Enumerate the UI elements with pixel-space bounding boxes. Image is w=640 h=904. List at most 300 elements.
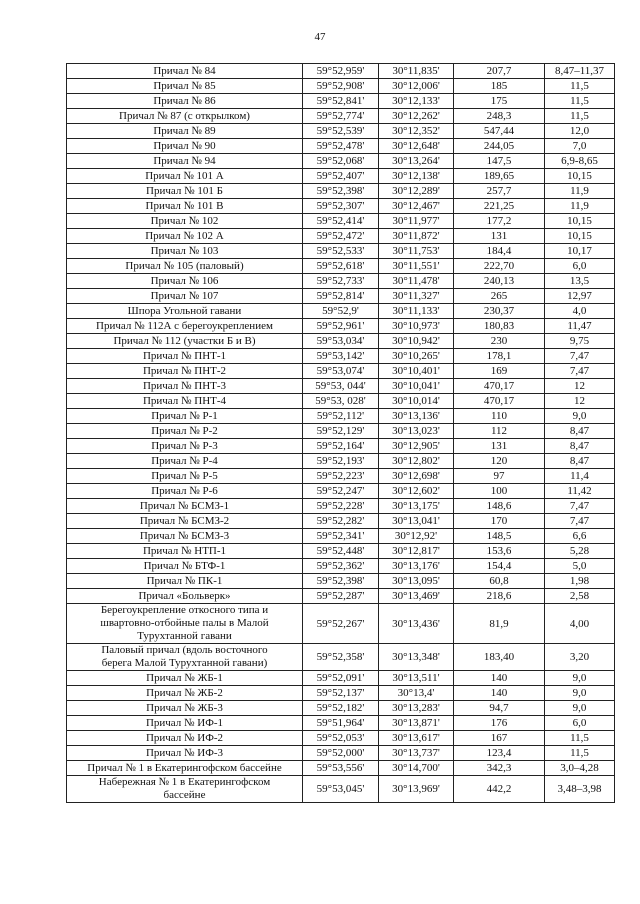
latitude-cell: 59°52,068' [303, 154, 379, 169]
length-cell: 97 [454, 469, 545, 484]
berths-table [66, 63, 615, 803]
table-row [67, 529, 615, 544]
latitude-cell: 59°52,448' [303, 544, 379, 559]
berth-name-line: Причал № ЖБ-3 [146, 701, 223, 714]
berth-name-line: Причал № БСМЗ-2 [139, 514, 230, 527]
latitude-cell: 59°52,137' [303, 686, 379, 701]
table-row [67, 184, 615, 199]
depth-cell: 9,0 [545, 701, 615, 716]
berth-name-cell [67, 334, 303, 349]
table-row [67, 746, 615, 761]
longitude-cell: 30°11,872' [379, 229, 454, 244]
depth-cell: 8,47–11,37 [545, 64, 615, 79]
depth-cell: 12,97 [545, 289, 615, 304]
latitude-cell: 59°52,282' [303, 514, 379, 529]
berth-name-line: Причал № 94 [153, 154, 216, 167]
berth-name-cell [67, 514, 303, 529]
berth-name-line: Причал № БСМЗ-3 [139, 529, 230, 542]
latitude-cell: 59°53,556' [303, 761, 379, 776]
latitude-cell: 59°53, 028' [303, 394, 379, 409]
latitude-cell: 59°52,129' [303, 424, 379, 439]
length-cell: 148,5 [454, 529, 545, 544]
berth-name-line: Причал № Р-1 [151, 409, 218, 422]
latitude-cell: 59°52,307' [303, 199, 379, 214]
latitude-cell: 59°52,362' [303, 559, 379, 574]
berth-name-line: Причал № 102 [150, 214, 219, 227]
length-cell: 175 [454, 94, 545, 109]
table-row [67, 244, 615, 259]
table-row [67, 214, 615, 229]
length-cell: 131 [454, 229, 545, 244]
length-cell: 112 [454, 424, 545, 439]
berth-name-cell [67, 169, 303, 184]
length-cell: 110 [454, 409, 545, 424]
latitude-cell: 59°52,961' [303, 319, 379, 334]
latitude-cell: 59°52,223' [303, 469, 379, 484]
berth-name-line: Причал № ПК-1 [146, 574, 223, 587]
depth-cell: 11,47 [545, 319, 615, 334]
latitude-cell: 59°52,267' [303, 604, 379, 644]
page-number: 47 [314, 31, 326, 43]
table-row [67, 701, 615, 716]
berth-name-line: Причал № ПНТ-1 [142, 349, 227, 362]
latitude-cell: 59°52,533' [303, 244, 379, 259]
berth-name-line: Причал № 89 [153, 124, 216, 137]
length-cell: 470,17 [454, 394, 545, 409]
berth-name-line: Турухтанной гавани [137, 630, 232, 642]
berth-name-cell [67, 559, 303, 574]
berth-name-cell [67, 349, 303, 364]
berth-name-line: Причал № ЖБ-1 [146, 671, 223, 684]
depth-cell: 12 [545, 379, 615, 394]
table-row [67, 319, 615, 334]
berth-name-line: Причал № Р-3 [151, 439, 218, 452]
berth-name-cell [67, 319, 303, 334]
berth-name-cell [67, 589, 303, 604]
latitude-cell: 59°52,193' [303, 454, 379, 469]
longitude-cell: 30°13,283' [379, 701, 454, 716]
longitude-cell: 30°10,265' [379, 349, 454, 364]
berth-name-line: Причал № Р-5 [151, 469, 218, 482]
length-cell: 207,7 [454, 64, 545, 79]
depth-cell: 5,28 [545, 544, 615, 559]
table-row [67, 79, 615, 94]
berth-name-line: Причал № 1 в Екатерингофском бассейне [87, 761, 282, 774]
depth-cell: 11,4 [545, 469, 615, 484]
table-row [67, 589, 615, 604]
longitude-cell: 30°13,176' [379, 559, 454, 574]
berth-name-cell [67, 529, 303, 544]
table-row [67, 469, 615, 484]
depth-cell: 9,0 [545, 671, 615, 686]
table-row [67, 334, 615, 349]
table-row [67, 124, 615, 139]
depth-cell: 11,5 [545, 94, 615, 109]
longitude-cell: 30°13,969' [379, 776, 454, 803]
longitude-cell: 30°13,737' [379, 746, 454, 761]
berth-name-line: Причал № 105 (паловый) [125, 259, 244, 272]
berth-name-cell [67, 671, 303, 686]
table-row [67, 761, 615, 776]
depth-cell: 8,47 [545, 454, 615, 469]
length-cell: 170 [454, 514, 545, 529]
latitude-cell: 59°52,407' [303, 169, 379, 184]
berth-name-cell [67, 154, 303, 169]
longitude-cell: 30°12,133' [379, 94, 454, 109]
berth-name-cell [67, 776, 303, 803]
table-row [67, 686, 615, 701]
longitude-cell: 30°11,977' [379, 214, 454, 229]
longitude-cell: 30°13,617' [379, 731, 454, 746]
berth-name-cell [67, 379, 303, 394]
table-row [67, 394, 615, 409]
longitude-cell: 30°12,802' [379, 454, 454, 469]
length-cell: 230,37 [454, 304, 545, 319]
berth-name-cell [67, 644, 303, 671]
table-row [67, 199, 615, 214]
longitude-cell: 30°12,698' [379, 469, 454, 484]
table-row [67, 259, 615, 274]
berth-name-cell [67, 716, 303, 731]
berth-name-cell [67, 244, 303, 259]
berth-name-line: Причал № БТФ-1 [143, 559, 226, 572]
berth-name-line: Причал № ПНТ-2 [142, 364, 227, 377]
depth-cell: 7,47 [545, 364, 615, 379]
berth-name-cell [67, 79, 303, 94]
table-row [67, 109, 615, 124]
berth-name-line: Причал № ПНТ-3 [142, 379, 227, 392]
latitude-cell: 59°53,045' [303, 776, 379, 803]
latitude-cell: 59°52,091' [303, 671, 379, 686]
berth-name-cell [67, 686, 303, 701]
table-row [67, 644, 615, 671]
longitude-cell: 30°13,511' [379, 671, 454, 686]
length-cell: 184,4 [454, 244, 545, 259]
table-row [67, 349, 615, 364]
berth-name-line: берега Малой Турухтанной гавани) [101, 657, 268, 669]
latitude-cell: 59°52,539' [303, 124, 379, 139]
depth-cell: 3,20 [545, 644, 615, 671]
latitude-cell: 59°52,478' [303, 139, 379, 154]
berth-name-line: Причал № ИФ-1 [145, 716, 224, 729]
table-row [67, 484, 615, 499]
berth-name-line: Причал № 112А с берегоукреплением [96, 319, 273, 332]
longitude-cell: 30°11,133' [379, 304, 454, 319]
length-cell: 94,7 [454, 701, 545, 716]
berth-name-line: Причал № БСМЗ-1 [139, 499, 230, 512]
depth-cell: 11,42 [545, 484, 615, 499]
length-cell: 442,2 [454, 776, 545, 803]
depth-cell: 7,0 [545, 139, 615, 154]
table-row [67, 229, 615, 244]
berth-name-cell [67, 499, 303, 514]
depth-cell: 9,0 [545, 409, 615, 424]
latitude-cell: 59°52,112' [303, 409, 379, 424]
length-cell: 131 [454, 439, 545, 454]
length-cell: 470,17 [454, 379, 545, 394]
longitude-cell: 30°13,095' [379, 574, 454, 589]
longitude-cell: 30°10,942' [379, 334, 454, 349]
berth-name-line: Причал № ЖБ-2 [146, 686, 223, 699]
berth-name-line: Причал № 107 [150, 289, 219, 302]
depth-cell: 9,75 [545, 334, 615, 349]
longitude-cell: 30°13,175' [379, 499, 454, 514]
depth-cell: 7,47 [545, 499, 615, 514]
length-cell: 167 [454, 731, 545, 746]
table-row [67, 514, 615, 529]
berth-name-cell [67, 394, 303, 409]
berth-name-cell [67, 439, 303, 454]
latitude-cell: 59°52,9' [303, 304, 379, 319]
latitude-cell: 59°53, 044' [303, 379, 379, 394]
berth-name-line: Причал № 112 (участки Б и В) [113, 334, 256, 347]
latitude-cell: 59°53,074' [303, 364, 379, 379]
berth-name-line: Берегоукрепление откосного типа и [100, 604, 269, 616]
table-row [67, 544, 615, 559]
depth-cell: 13,5 [545, 274, 615, 289]
berth-name-cell [67, 289, 303, 304]
longitude-cell: 30°10,014' [379, 394, 454, 409]
longitude-cell: 30°13,041' [379, 514, 454, 529]
berth-name-cell [67, 469, 303, 484]
length-cell: 222,70 [454, 259, 545, 274]
depth-cell: 8,47 [545, 424, 615, 439]
depth-cell: 7,47 [545, 514, 615, 529]
berth-name-cell [67, 304, 303, 319]
length-cell: 169 [454, 364, 545, 379]
berth-name-line: Причал № Р-4 [151, 454, 218, 467]
depth-cell: 6,9-8,65 [545, 154, 615, 169]
depth-cell: 11,9 [545, 199, 615, 214]
longitude-cell: 30°12,352' [379, 124, 454, 139]
latitude-cell: 59°52,053' [303, 731, 379, 746]
length-cell: 176 [454, 716, 545, 731]
latitude-cell: 59°52,000' [303, 746, 379, 761]
depth-cell: 12,0 [545, 124, 615, 139]
berth-name-line: Причал № ИФ-2 [145, 731, 224, 744]
longitude-cell: 30°13,348' [379, 644, 454, 671]
table-row [67, 574, 615, 589]
berth-name-cell [67, 184, 303, 199]
length-cell: 221,25 [454, 199, 545, 214]
berth-name-cell [67, 364, 303, 379]
berth-name-line: Набережная № 1 в Екатерингофском [98, 776, 271, 788]
depth-cell: 5,0 [545, 559, 615, 574]
berth-name-cell [67, 109, 303, 124]
longitude-cell: 30°13,469' [379, 589, 454, 604]
depth-cell: 10,15 [545, 214, 615, 229]
length-cell: 265 [454, 289, 545, 304]
table-row [67, 94, 615, 109]
longitude-cell: 30°12,648' [379, 139, 454, 154]
table-row [67, 154, 615, 169]
longitude-cell: 30°10,041' [379, 379, 454, 394]
berth-name-line: Причал № Р-6 [151, 484, 218, 497]
depth-cell: 11,5 [545, 731, 615, 746]
latitude-cell: 59°52,814' [303, 289, 379, 304]
table-row [67, 409, 615, 424]
table-row [67, 364, 615, 379]
berth-name-line: бассейне [163, 789, 206, 801]
length-cell: 244,05 [454, 139, 545, 154]
berth-name-line: Шпора Угольной гавани [127, 304, 242, 317]
latitude-cell: 59°51,964' [303, 716, 379, 731]
depth-cell: 7,47 [545, 349, 615, 364]
length-cell: 154,4 [454, 559, 545, 574]
length-cell: 140 [454, 686, 545, 701]
table-row [67, 439, 615, 454]
length-cell: 248,3 [454, 109, 545, 124]
table-row [67, 559, 615, 574]
table-row [67, 716, 615, 731]
berth-name-line: Причал № НТП-1 [142, 544, 227, 557]
longitude-cell: 30°13,871' [379, 716, 454, 731]
depth-cell: 6,0 [545, 259, 615, 274]
depth-cell: 10,17 [545, 244, 615, 259]
length-cell: 153,6 [454, 544, 545, 559]
longitude-cell: 30°10,973' [379, 319, 454, 334]
berth-name-line: Причал № 101 В [145, 199, 224, 212]
berth-name-line: Причал № 101 Б [146, 184, 223, 197]
longitude-cell: 30°11,753' [379, 244, 454, 259]
depth-cell: 6,6 [545, 529, 615, 544]
table-row [67, 731, 615, 746]
table-row [67, 289, 615, 304]
berth-name-cell [67, 94, 303, 109]
berth-name-cell [67, 199, 303, 214]
depth-cell: 2,58 [545, 589, 615, 604]
latitude-cell: 59°52,959' [303, 64, 379, 79]
latitude-cell: 59°52,398' [303, 184, 379, 199]
berth-name-cell [67, 274, 303, 289]
table-body [67, 64, 615, 803]
length-cell: 100 [454, 484, 545, 499]
table-row [67, 671, 615, 686]
latitude-cell: 59°53,034' [303, 334, 379, 349]
latitude-cell: 59°52,618' [303, 259, 379, 274]
longitude-cell: 30°12,467' [379, 199, 454, 214]
table-row [67, 499, 615, 514]
berth-name-cell [67, 409, 303, 424]
length-cell: 180,83 [454, 319, 545, 334]
depth-cell: 11,5 [545, 109, 615, 124]
berth-name-cell [67, 214, 303, 229]
berth-name-line: Причал № 103 [150, 244, 219, 257]
latitude-cell: 59°52,841' [303, 94, 379, 109]
berth-name-line: Причал № 84 [153, 64, 216, 77]
length-cell: 120 [454, 454, 545, 469]
berth-name-line: Причал № ИФ-3 [145, 746, 224, 759]
longitude-cell: 30°11,327' [379, 289, 454, 304]
berth-name-line: Причал № Р-2 [151, 424, 218, 437]
longitude-cell: 30°11,835' [379, 64, 454, 79]
length-cell: 547,44 [454, 124, 545, 139]
berth-name-line: швартовно-отбойные палы в Малой [100, 617, 269, 629]
length-cell: 230 [454, 334, 545, 349]
latitude-cell: 59°52,472' [303, 229, 379, 244]
latitude-cell: 59°53,142' [303, 349, 379, 364]
longitude-cell: 30°12,006' [379, 79, 454, 94]
depth-cell: 11,5 [545, 79, 615, 94]
depth-cell: 3,0–4,28 [545, 761, 615, 776]
depth-cell: 8,47 [545, 439, 615, 454]
length-cell: 189,65 [454, 169, 545, 184]
longitude-cell: 30°13,4' [379, 686, 454, 701]
berth-name-cell [67, 761, 303, 776]
length-cell: 183,40 [454, 644, 545, 671]
berth-name-cell [67, 484, 303, 499]
latitude-cell: 59°52,182' [303, 701, 379, 716]
longitude-cell: 30°12,289' [379, 184, 454, 199]
table-row [67, 274, 615, 289]
table-row [67, 379, 615, 394]
berth-name-line: Причал № ПНТ-4 [142, 394, 227, 407]
berth-name-cell [67, 746, 303, 761]
latitude-cell: 59°52,341' [303, 529, 379, 544]
longitude-cell: 30°13,436' [379, 604, 454, 644]
latitude-cell: 59°52,774' [303, 109, 379, 124]
longitude-cell: 30°12,262' [379, 109, 454, 124]
berth-name-line: Причал № 101 А [145, 169, 224, 182]
length-cell: 177,2 [454, 214, 545, 229]
latitude-cell: 59°52,228' [303, 499, 379, 514]
depth-cell: 12 [545, 394, 615, 409]
length-cell: 185 [454, 79, 545, 94]
longitude-cell: 30°14,700' [379, 761, 454, 776]
length-cell: 240,13 [454, 274, 545, 289]
berth-name-line: Паловый причал (вдоль восточного [101, 644, 268, 656]
latitude-cell: 59°52,287' [303, 589, 379, 604]
berth-name-line: Причал № 87 (с открылком) [119, 109, 250, 122]
table-row [67, 776, 615, 803]
depth-cell: 1,98 [545, 574, 615, 589]
depth-cell: 6,0 [545, 716, 615, 731]
berth-name-line: Причал «Больверк» [138, 589, 231, 602]
berth-name-cell [67, 454, 303, 469]
length-cell: 140 [454, 671, 545, 686]
length-cell: 60,8 [454, 574, 545, 589]
latitude-cell: 59°52,358' [303, 644, 379, 671]
berth-name-line: Причал № 106 [150, 274, 219, 287]
depth-cell: 4,0 [545, 304, 615, 319]
longitude-cell: 30°13,023' [379, 424, 454, 439]
longitude-cell: 30°11,478' [379, 274, 454, 289]
berth-name-cell [67, 544, 303, 559]
berth-name-line: Причал № 86 [153, 94, 216, 107]
longitude-cell: 30°10,401' [379, 364, 454, 379]
length-cell: 81,9 [454, 604, 545, 644]
depth-cell: 11,5 [545, 746, 615, 761]
berth-name-cell [67, 424, 303, 439]
berth-name-cell [67, 229, 303, 244]
berth-name-cell [67, 124, 303, 139]
berth-name-line: Причал № 102 А [145, 229, 224, 242]
depth-cell: 10,15 [545, 169, 615, 184]
latitude-cell: 59°52,398' [303, 574, 379, 589]
table-row [67, 169, 615, 184]
table-row [67, 64, 615, 79]
latitude-cell: 59°52,733' [303, 274, 379, 289]
latitude-cell: 59°52,414' [303, 214, 379, 229]
berth-name-cell [67, 731, 303, 746]
depth-cell: 3,48–3,98 [545, 776, 615, 803]
berth-name-line: Причал № 90 [153, 139, 216, 152]
length-cell: 178,1 [454, 349, 545, 364]
berth-name-cell [67, 139, 303, 154]
depth-cell: 4,00 [545, 604, 615, 644]
longitude-cell: 30°12,817' [379, 544, 454, 559]
length-cell: 342,3 [454, 761, 545, 776]
